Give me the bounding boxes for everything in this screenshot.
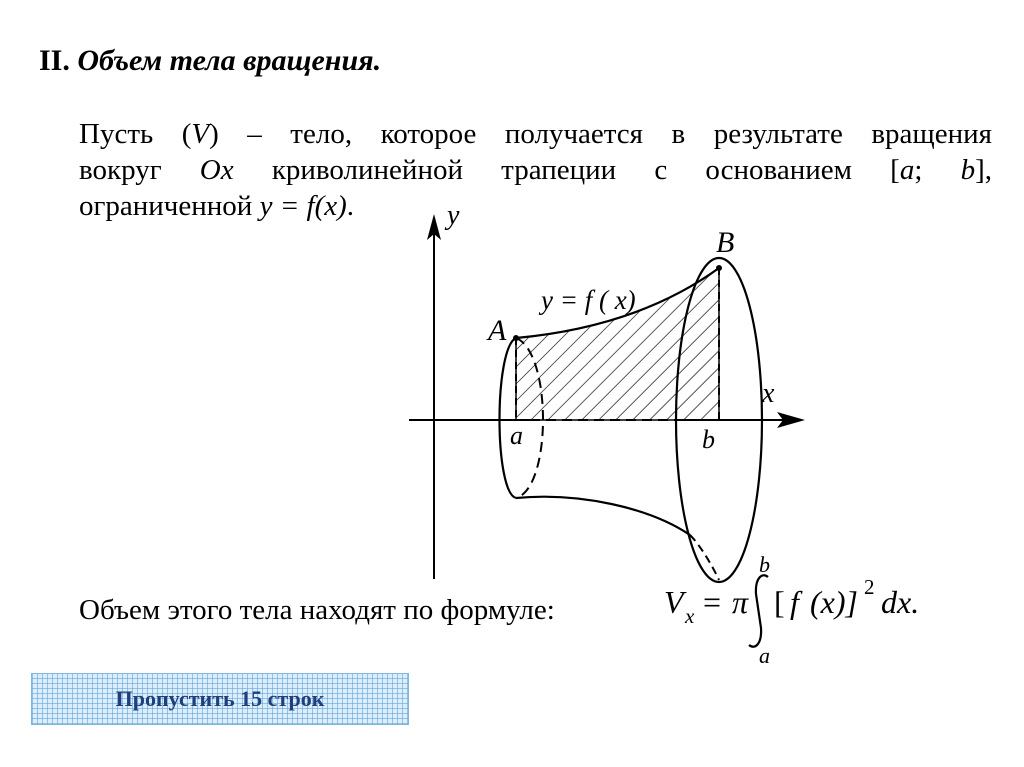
svg-text:[: [ <box>774 584 785 620</box>
svg-text:x: x <box>685 604 695 628</box>
svg-text:2: 2 <box>864 575 875 599</box>
paragraph-line-3: ограниченной y = f(x). <box>79 190 355 222</box>
section-title: Объем тела вращения. <box>77 44 382 77</box>
skip-lines-button[interactable] <box>31 673 409 725</box>
svg-text:(x)]: (x)] <box>810 584 858 620</box>
paragraph-line-2: вокруг Ox криволинейной трапеции с основанием [a; b], <box>79 154 992 186</box>
curve-bottom-solid <box>516 497 690 535</box>
svg-text:dx.: dx. <box>881 584 920 620</box>
svg-text:a: a <box>759 643 770 668</box>
svg-text:f: f <box>790 584 799 620</box>
point-B-marker <box>716 265 722 271</box>
function-formula: y = f(x) <box>259 190 347 222</box>
section-number: II. <box>39 44 70 77</box>
svg-text:=: = <box>703 584 722 620</box>
point-A-marker <box>513 335 519 341</box>
y-axis-label: y <box>447 200 460 231</box>
skip-lines-label: Пропустить 15 строк <box>115 686 325 711</box>
tick-a-label: a <box>510 421 523 450</box>
curve-label: y = f ( x) <box>541 285 636 315</box>
svg-text:b: b <box>759 552 770 577</box>
tick-b-label: b <box>702 425 715 454</box>
formula-intro-text: Объем этого тела находят по формуле: <box>79 594 555 626</box>
y-axis <box>427 214 441 579</box>
paragraph-line-1: Пусть (V) – тело, которое получается в результате вращения <box>79 118 992 150</box>
point-A-label: A <box>488 314 507 347</box>
point-B-label: B <box>716 226 735 259</box>
svg-text:V: V <box>664 584 684 620</box>
integral-sign <box>749 575 768 646</box>
x-axis-label: x <box>762 378 775 409</box>
svg-text:π: π <box>732 584 749 620</box>
left-ellipse-front <box>500 338 517 498</box>
